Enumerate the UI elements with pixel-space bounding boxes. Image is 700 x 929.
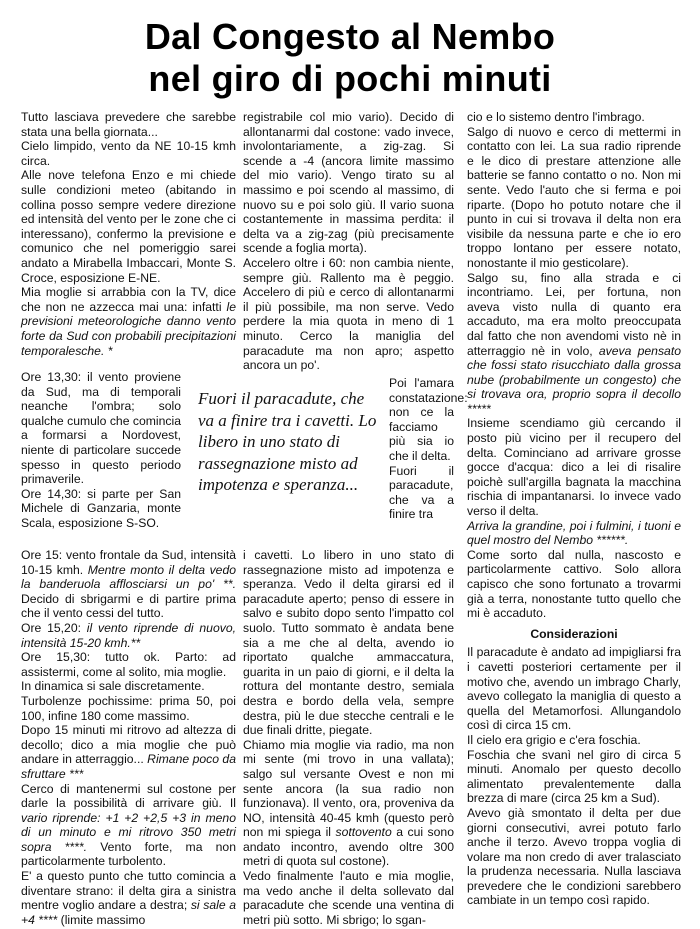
paragraph: Ore 15,30: tutto ok. Parto: ad assistermi, come al solito, mia moglie. (21, 650, 236, 679)
italic-text: il vento riprende di nuovo, intensità 15-20 kmh.** (21, 620, 236, 650)
column-1-top (21, 110, 236, 358)
column-1-narrow (21, 370, 181, 531)
paragraph (21, 548, 236, 621)
italic-text: Mentre monto il delta vedo la banderuola afflosciarsi un po' **. (21, 562, 236, 592)
text: Mia moglie si arrabbia con la TV, dice che non ne azzecca mai una: infatti (21, 285, 236, 314)
column-2-top (243, 110, 454, 373)
italic-text: si sale a +4 **** (21, 898, 236, 927)
paragraph: cio e lo sistemo dentro l'imbrago. (467, 110, 645, 124)
column-1-bottom (21, 548, 236, 927)
paragraph: Foschia che svanì nel giro di circa 5 minuti. Anomalo per questo decollo alimentato prevalentemente dalla brezza di mare (circa 25 km a Sud). (467, 747, 681, 806)
paragraph: Avevo già smontato il delta per due giorni consecutivi, avrei potuto farlo anche il terzo. Avevo troppa voglia di volare ma non credo di aver tralasciato la prudenza necessaria. Nulla lasciava prevedere che le condizioni sarebbero cambiate in un tempo così rapido. (467, 805, 681, 908)
paragraph: Salgo di nuovo e cerco di mettermi in contatto con lei. La sua radio riprende e le dico di prestare attenzione alle batterie se fanno contatto o no. Non mi sente. Vedo l'auto che si ferma e poi riparte. (Dopo ho potuto notare che il punto in cui si trovava il delta non era visibile da nessuna parte e che io ero troppo lontano per essere notato, nonostante il mio gesticolare). (467, 124, 681, 270)
text: Salgo su, fino alla strada e ci incontriamo. Lei, per fortuna, non aveva visto nulla di quanto era accaduto, ma era molto preoccupata dal fatto che non avendomi visto nè in atterraggio nè in volo, (467, 270, 681, 358)
paragraph: Come sorto dal nulla, nascosto e particolarmente cattivo. Solo allora capisco che sono fortunato a trovarmi già a terra, nonostante tutto quello che mi è accaduto. (467, 547, 681, 621)
text: Dopo 15 minuti mi ritrovo ad altezza di decollo; dico a mia moglie che può andare in atterraggio... (21, 723, 236, 767)
text: a cui sono andato incontro, avendo oltre 300 metri di quota sul costone). (243, 825, 454, 869)
article-title-line-1: Dal Congesto al Nembo (144, 16, 556, 57)
paragraph: Arriva la grandine, poi i fulmini, i tuoni e quel mostro del Nembo ******. (467, 518, 681, 548)
paragraph (467, 271, 681, 417)
text: Ore 15,20: (21, 620, 87, 635)
paragraph: Ore 13,30: il vento proviene da Sud, ma di temporali neanche l'ombra; solo qualche cumulo che comincia a formarsi a Nordovest, niente di particolare succede spesso in questo periodo primaverile. (21, 370, 181, 487)
italic-text: aveva pensato che fossi stato risucchiato dalla grossa nube (probabilmente un congesto) che si trovava ora, proprio sopra il decollo ***** (467, 343, 681, 416)
text: Cerco di mantenermi sul costone per darle la possibilità di arrivare giù. Il (21, 781, 236, 811)
article-title-line-2: nel giro di pochi minuti (148, 58, 552, 99)
paragraph: Insieme scendiamo giù cercando il posto più vicino per il recupero del delta. Cominciano ad arrivare grosse gocce d'acqua: dico a lei di risalire poichè sull'argilla bagnata la macchina rischia di impantanarsi. Io invece vado verso il delta. (467, 416, 681, 519)
pull-quote: Fuori il paracadute, che va a finire tra i cavetti. Lo libero in uno stato di rassegnazione misto ad impotenza e speranza... (198, 389, 377, 494)
column-2-narrow (389, 376, 468, 522)
paragraph (243, 738, 454, 869)
column-2-bottom (243, 548, 454, 927)
section-heading: Considerazioni (530, 626, 618, 641)
column-3 (467, 110, 681, 908)
italic-text: Rimane poco da sfruttare *** (21, 752, 236, 781)
text: Decido di sbrigarmi e di partire prima che il vento cessi del tutto. (21, 591, 236, 621)
paragraph (21, 285, 236, 358)
paragraph: registrabile col mio vario). Decido di allontanarmi dal costone: vado invece, involontariamente, a zig-zag. Si scende a -4 (ancora limite massimo del mio vario). Vengo tirato su al massimo e poi scendo al massimo, di nuovo su e poi solo giù. Il vario suona costantemente in massima perdita: il delta va a zig-zag (più precisamente scende a foglia morta). (243, 110, 454, 256)
paragraph: Turbolenze pochissime: prima 50, poi 100, infine 180 come massimo. (21, 693, 236, 723)
text: E' a questo punto che tutto comincia a diventare strano: il delta gira a sinistra mentre voglio andare a destra; (21, 869, 236, 913)
paragraph: Alle nove telefona Enzo e mi chiede sulle condizioni meteo (abitando in collina posso sempre vedere direzione ed intensità del vento per le zone che ci interessano), confermo la previsione e comunico che nel pomeriggio sarei andato a Mirabella Imbaccari, Monte S. Croce, esposizione E-NE. (21, 168, 236, 285)
paragraph: Poi l'amara constatazione: non ce la facciamo più sia io che il delta. (389, 376, 468, 463)
paragraph: Accelero oltre i 60: non cambia niente, sempre giù. Rallento ma è peggio. Accelero di più e cerco di allontanarmi il più possibile, ma non serve. Vedo perdere la mia quota in meno di 1 minuto. Cerco la maniglia del paracadute ma non apro; aspetto ancora un po'. (243, 255, 454, 373)
paragraph: Il paracadute è andato ad impigliarsi fra i cavetti posteriori certamente per il motivo che, avendo un imbrago Charly, avevo collegato la maniglia di questo a quella del Metamorfosi. Allungandolo così di circa 15 cm. (467, 645, 681, 733)
paragraph: In dinamica si sale discretamente. (21, 679, 205, 694)
text: (limite massimo (57, 912, 146, 927)
paragraph: i cavetti. Lo libero in uno stato di rassegnazione misto ad impotenza e speranza. Vedo il delta girarsi ed il paracadute aperto; penso di essere in salvo e subito dopo sento l'impatto col suolo. Tutto sommato è andata bene sia a me che al delta, avendo io riportato qualche ammaccatura, guarita in un paio di giorni, e il delta la rottura del montante destro, semiala destra e bordo della vela, sempre destra, più le due stecche centrali e le due finali dritte, piegate. (243, 548, 454, 738)
paragraph: Ore 14,30: si parte per San Michele di Ganzaria, monte Scala, esposizione S-SO. (21, 486, 181, 530)
text: Vento forte, ma non particolarmente turbolento. (21, 839, 236, 869)
paragraph: Fuori il paracadute, che va a finire tra (389, 463, 454, 522)
italic-text: vario riprende: +1 +2 +2,5 +3 in meno di un minuto e mi ritrovo 350 metri sopra ****. (21, 810, 236, 854)
paragraph: Vedo finalmente l'auto e mia moglie, ma vedo anche il delta sollevato dal paracadute che scende una ventina di metri più sotto. Mi sbrigo; lo sgan- (243, 869, 454, 927)
paragraph (21, 723, 236, 781)
paragraph (21, 621, 236, 650)
text: Chiamo mia moglie via radio, ma non mi sente (mi trovo in una vallata); salgo sul versante Ovest e non mi sente ancora (la sua radio non funzionava). Il vento, ora, proveniva da NO, intensità 40-45 kmh (questo però non mi spiega il (243, 737, 454, 840)
paragraph (21, 782, 236, 870)
italic-text: sottovento (335, 825, 392, 840)
paragraph (21, 869, 236, 927)
paragraph: Cielo limpido, vento da NE 10-15 kmh circa. (21, 139, 236, 168)
paragraph: Tutto lasciava prevedere che sarebbe stata una bella giornata... (21, 110, 236, 139)
text: Ore 15: vento frontale da Sud, intensità 10-15 kmh. (21, 548, 236, 577)
paragraph: Il cielo era grigio e c'era foschia. (467, 732, 641, 747)
italic-text: le previsioni meteorologiche danno vento forte da Sud con probabili precipitazioni temporalesche. * (21, 299, 236, 358)
